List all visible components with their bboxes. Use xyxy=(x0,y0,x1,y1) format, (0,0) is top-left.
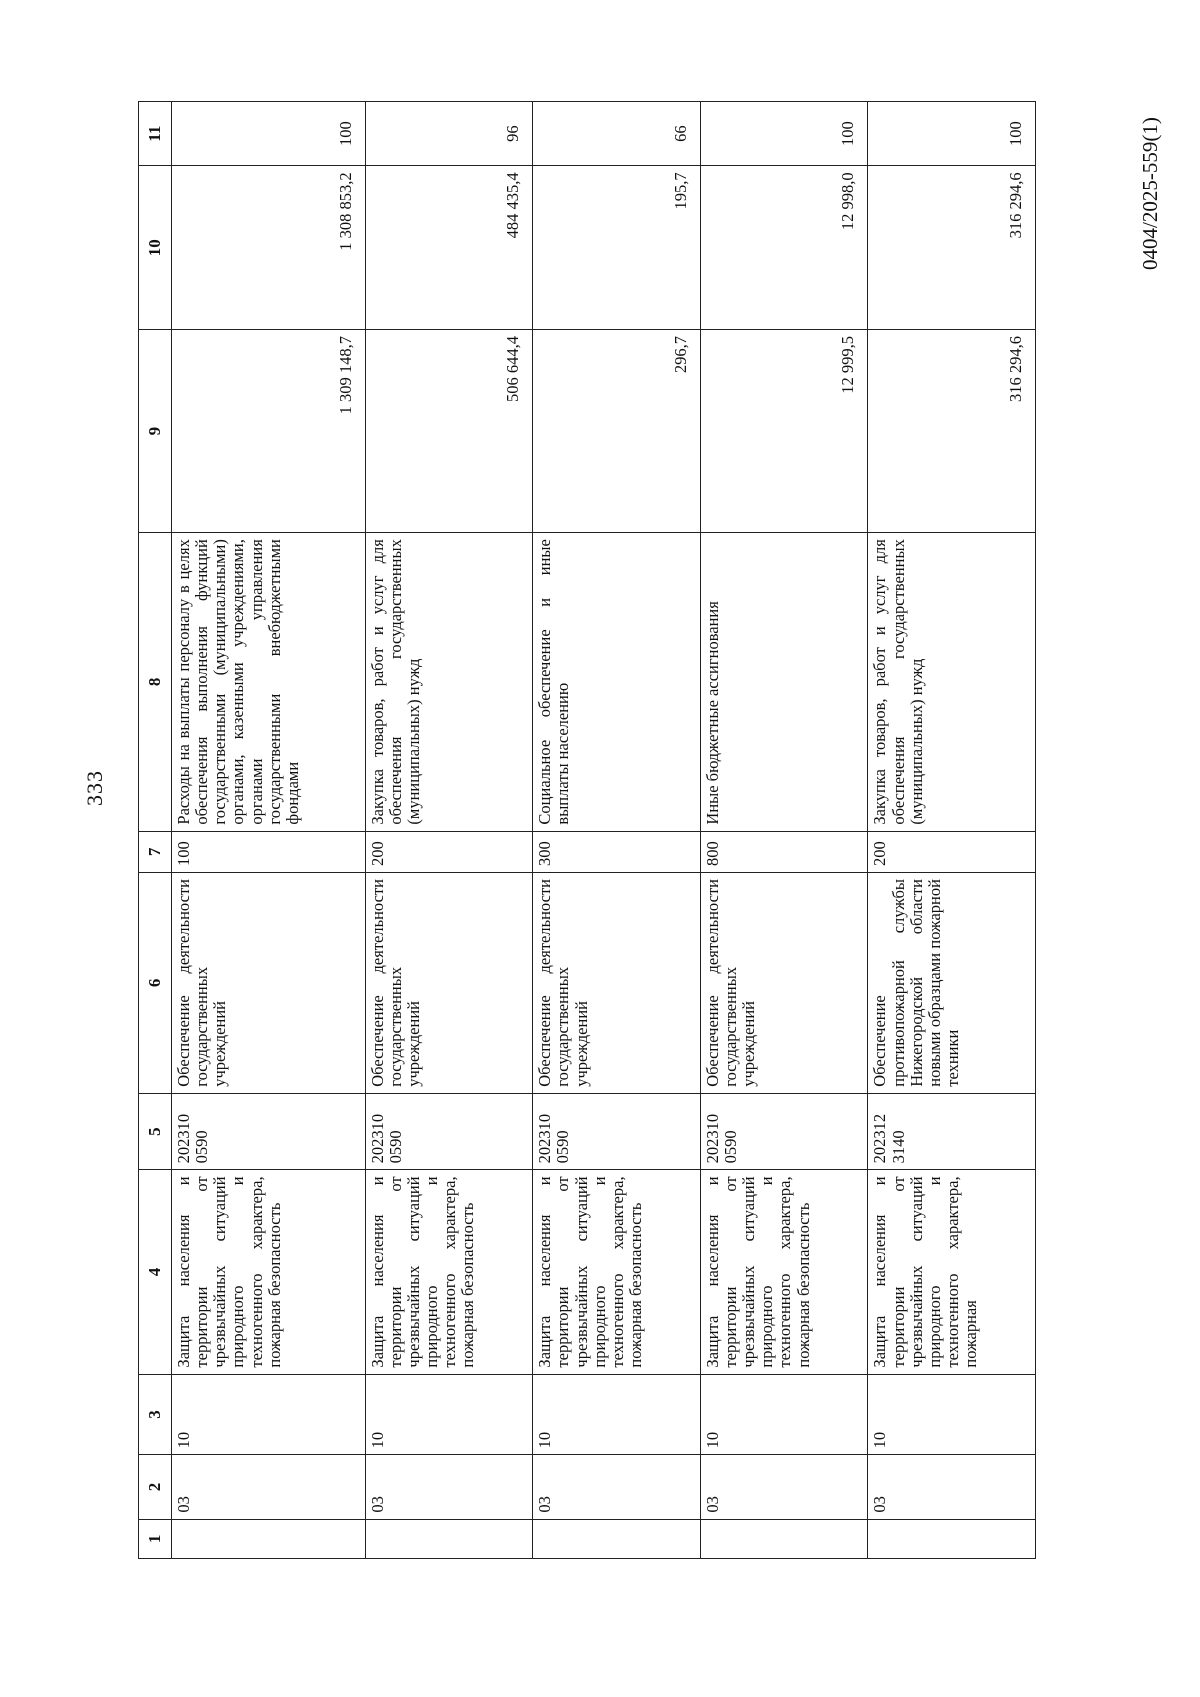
cell-subsection: 10 xyxy=(868,1374,1036,1455)
cell-actual: 1 308 853,2 xyxy=(172,166,366,330)
cell-planned: 506 644,4 xyxy=(365,330,533,533)
table-row xyxy=(868,102,1036,1559)
cell-expense-name: Закупка товаров, работ и услуг для обеспечения государственных (муниципальных) нужд xyxy=(365,533,533,831)
cell-section: 03 xyxy=(172,1455,366,1519)
cell-subsection: 10 xyxy=(700,1374,868,1455)
cell-expense-name: Закупка товаров, работ и услуг для обеспечения государственных (муниципальных) нужд xyxy=(868,533,1036,831)
cell-section-name: Защита населения и территории от чрезвычайных ситуаций природного и техногенного характера, пожарная безопасность xyxy=(365,1170,533,1374)
cell-target-code xyxy=(533,1093,701,1170)
cell-subsection: 10 xyxy=(533,1374,701,1455)
table-row xyxy=(533,102,701,1559)
cell-expense-type: 100 xyxy=(172,831,366,872)
cell-target-code xyxy=(868,1093,1036,1170)
target-code-part2: 0590 xyxy=(385,1130,405,1164)
cell-c1 xyxy=(365,1519,533,1558)
col-header-8: 8 xyxy=(139,533,172,831)
cell-planned: 12 999,5 xyxy=(700,330,868,533)
target-code-part1: 202312 xyxy=(870,1113,890,1164)
cell-percent: 100 xyxy=(868,102,1036,166)
header-row xyxy=(139,102,172,1559)
cell-section: 03 xyxy=(868,1455,1036,1519)
cell-expense-type: 200 xyxy=(365,831,533,872)
cell-percent: 66 xyxy=(533,102,701,166)
cell-target-name: Обеспечение противопожарной службы Нижегородской области новыми образцами пожарной техники xyxy=(868,873,1036,1094)
budget-table xyxy=(138,101,1036,1559)
cell-target-name: Обеспечение деятельности государственных учреждений xyxy=(533,873,701,1094)
cell-c1 xyxy=(533,1519,701,1558)
col-header-10: 10 xyxy=(139,166,172,330)
cell-section: 03 xyxy=(533,1455,701,1519)
target-code-part2: 0590 xyxy=(192,1130,212,1164)
col-header-4: 4 xyxy=(139,1170,172,1374)
target-code-part2: 3140 xyxy=(888,1130,908,1164)
cell-target-code xyxy=(365,1093,533,1170)
col-header-5: 5 xyxy=(139,1093,172,1170)
col-header-7: 7 xyxy=(139,831,172,872)
cell-c1 xyxy=(172,1519,366,1558)
cell-expense-type: 200 xyxy=(868,831,1036,872)
cell-target-name: Обеспечение деятельности государственных учреждений xyxy=(365,873,533,1094)
cell-target-code xyxy=(172,1093,366,1170)
cell-expense-type: 300 xyxy=(533,831,701,872)
cell-c1 xyxy=(700,1519,868,1558)
cell-planned: 296,7 xyxy=(533,330,701,533)
col-header-3: 3 xyxy=(139,1374,172,1455)
col-header-6: 6 xyxy=(139,873,172,1094)
col-header-11: 11 xyxy=(139,102,172,166)
cell-subsection: 10 xyxy=(172,1374,366,1455)
col-header-2: 2 xyxy=(139,1455,172,1519)
cell-section: 03 xyxy=(365,1455,533,1519)
cell-section-name: Защита населения и территории от чрезвычайных ситуаций природного и техногенного характера, пожарная безопасность xyxy=(533,1170,701,1374)
cell-target-name: Обеспечение деятельности государственных учреждений xyxy=(700,873,868,1094)
cell-section-name: Защита населения и территории от чрезвычайных ситуаций природного и техногенного характера, пожарная xyxy=(868,1170,1036,1374)
cell-c1 xyxy=(868,1519,1036,1558)
table-row xyxy=(365,102,533,1559)
cell-section: 03 xyxy=(700,1455,868,1519)
cell-section-name: Защита населения и территории от чрезвычайных ситуаций природного и техногенного характера, пожарная безопасность xyxy=(700,1170,868,1374)
cell-subsection: 10 xyxy=(365,1374,533,1455)
target-code-part2: 0590 xyxy=(553,1130,573,1164)
document-code: 0404/2025-559(1) xyxy=(1138,117,1162,270)
table-row xyxy=(700,102,868,1559)
cell-expense-name: Иные бюджетные ассигнования xyxy=(700,533,868,831)
cell-expense-name: Расходы на выплаты персоналу в целях обеспечения выполнения функций государственными (муниципальными) органами, казенными учреждениями, органами управления государственными внебюджетными фондами xyxy=(172,533,366,831)
cell-planned: 1 309 148,7 xyxy=(172,330,366,533)
col-header-9: 9 xyxy=(139,330,172,533)
target-code-part2: 0590 xyxy=(721,1130,741,1164)
cell-actual: 195,7 xyxy=(533,166,701,330)
target-code-part1: 202310 xyxy=(702,1113,722,1164)
cell-expense-type: 800 xyxy=(700,831,868,872)
cell-section-name: Защита населения и территории от чрезвычайных ситуаций природного и техногенного характера, пожарная безопасность xyxy=(172,1170,366,1374)
col-header-1: 1 xyxy=(139,1519,172,1558)
cell-percent: 100 xyxy=(700,102,868,166)
cell-actual: 12 998,0 xyxy=(700,166,868,330)
target-code-part1: 202310 xyxy=(367,1113,387,1164)
cell-expense-name: Социальное обеспечение и иные выплаты населению xyxy=(533,533,701,831)
page-number: 333 xyxy=(82,770,107,806)
cell-planned: 316 294,6 xyxy=(868,330,1036,533)
table-row xyxy=(172,102,366,1559)
cell-target-name: Обеспечение деятельности государственных учреждений xyxy=(172,873,366,1094)
cell-percent: 100 xyxy=(172,102,366,166)
cell-target-code xyxy=(700,1093,868,1170)
target-code-part1: 202310 xyxy=(535,1113,555,1164)
cell-actual: 316 294,6 xyxy=(868,166,1036,330)
target-code-part1: 202310 xyxy=(174,1113,193,1164)
cell-actual: 484 435,4 xyxy=(365,166,533,330)
budget-table-container xyxy=(138,101,1036,1559)
cell-percent: 96 xyxy=(365,102,533,166)
